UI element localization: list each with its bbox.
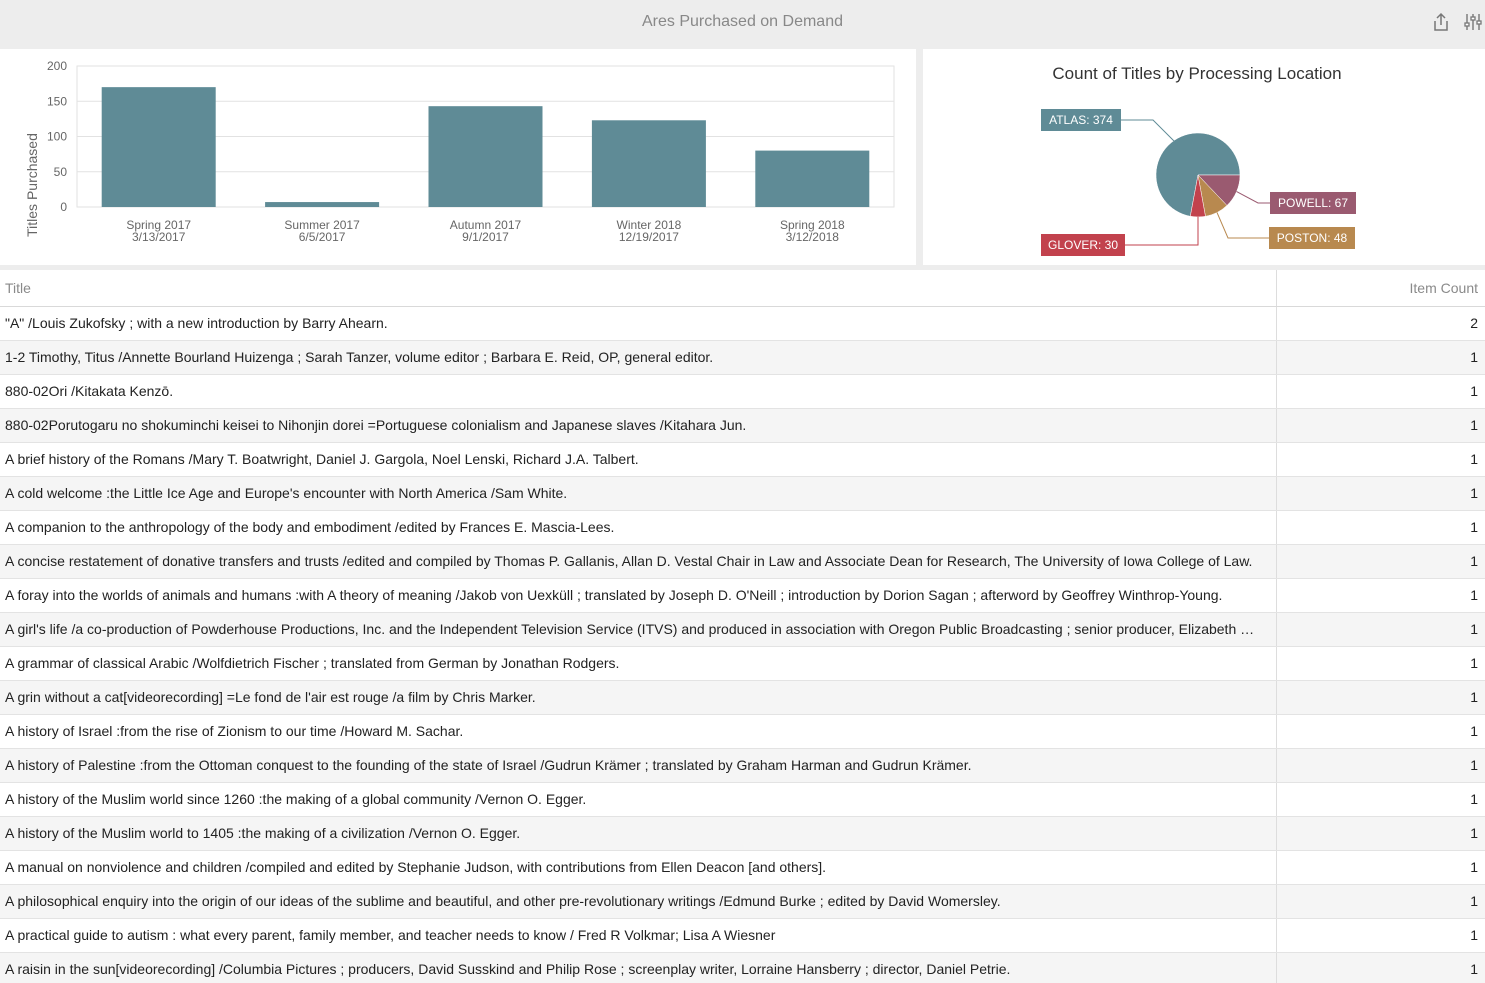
y-axis-label: Titles Purchased — [24, 133, 40, 237]
row-title-cell: A brief history of the Romans /Mary T. Boatwright, Daniel J. Gargola, Noel Lenski, Richard J.A. Talbert. — [0, 443, 1277, 476]
column-header-item-count[interactable]: Item Count — [1409, 280, 1478, 296]
row-item-count-cell: 1 — [1470, 451, 1478, 467]
row-item-count-cell: 1 — [1470, 485, 1478, 501]
table-row[interactable] — [0, 749, 1485, 783]
bar-autumn-2017[interactable] — [429, 106, 543, 207]
row-item-count-cell: 1 — [1470, 927, 1478, 943]
row-title-cell: 1-2 Timothy, Titus /Annette Bourland Huizenga ; Sarah Tanzer, volume editor ; Barbara E. Reid, OP, general editor. — [0, 341, 1277, 374]
row-item-count-cell: 1 — [1470, 383, 1478, 399]
bar-chart — [0, 49, 916, 265]
row-title-cell: A history of Israel :from the rise of Zionism to our time /Howard M. Sachar. — [0, 715, 1277, 748]
row-title-cell: A history of Palestine :from the Ottoman conquest to the founding of the state of Israel /Gudrun Krämer ; translated by Graham Harman and Gudrun Krämer. — [0, 749, 1277, 782]
row-item-count-cell: 1 — [1470, 961, 1478, 977]
row-title-cell: A cold welcome :the Little Ice Age and Europe's encounter with North America /Sam White. — [0, 477, 1277, 510]
y-tick-label: 150 — [46, 94, 67, 109]
pie-chart — [923, 49, 1485, 265]
table-row[interactable] — [0, 817, 1485, 851]
table-row[interactable] — [0, 545, 1485, 579]
table-row[interactable] — [0, 579, 1485, 613]
y-tick-label: 0 — [60, 200, 67, 214]
x-tick-date: 12/19/2017 — [618, 230, 679, 244]
titles-table — [0, 270, 1485, 983]
dashboard-header — [0, 0, 1485, 46]
row-title-cell: A grin without a cat[videorecording] =Le fond de l'air est rouge /a film by Chris Marker. — [0, 681, 1277, 714]
row-item-count-cell: 1 — [1470, 417, 1478, 433]
table-row[interactable] — [0, 443, 1485, 477]
x-tick-date: 3/12/2018 — [785, 230, 839, 244]
sliders-settings-icon[interactable] — [1462, 11, 1484, 33]
pie-leader-line — [1121, 120, 1178, 145]
row-item-count-cell: 1 — [1470, 519, 1478, 535]
table-row[interactable] — [0, 613, 1485, 647]
row-title-cell: A companion to the anthropology of the body and embodiment /edited by Frances E. Mascia-Lees. — [0, 511, 1277, 544]
table-row[interactable] — [0, 409, 1485, 443]
row-item-count-cell: 1 — [1470, 723, 1478, 739]
y-tick-label: 200 — [46, 59, 67, 73]
row-item-count-cell: 1 — [1470, 621, 1478, 637]
x-tick-label: Spring 2017 — [126, 218, 192, 232]
table-row[interactable] — [0, 647, 1485, 681]
table-header — [0, 270, 1485, 307]
row-title-cell: A manual on nonviolence and children /compiled and edited by Stephanie Judson, with contributions from Ellen Deacon [and others]. — [0, 851, 1277, 884]
row-title-cell: A practical guide to autism : what every parent, family member, and teacher needs to know / Fred R Volkmar; Lisa A Wiesner — [0, 919, 1277, 952]
y-tick-label: 50 — [53, 164, 67, 179]
row-item-count-cell: 1 — [1470, 893, 1478, 909]
table-row[interactable] — [0, 919, 1485, 953]
row-title-cell: A concise restatement of donative transfers and trusts /edited and compiled by Thomas P. Gallanis, Allan D. Vestal Chair in Law and Associate Dean for Research, The University of Iowa College of Law. — [0, 545, 1277, 578]
table-row[interactable] — [0, 307, 1485, 341]
bar-chart-panel — [0, 49, 916, 265]
row-title-cell: A girl's life /a co-production of Powderhouse Productions, Inc. and the Independent Television Service (ITVS) and produced in association with Oregon Public Broadcasting ; senior producer, Elizabeth … — [0, 613, 1277, 646]
table-row[interactable] — [0, 681, 1485, 715]
row-item-count-cell: 1 — [1470, 349, 1478, 365]
row-title-cell: A history of the Muslim world since 1260 :the making of a global community /Vernon O. Egger. — [0, 783, 1277, 816]
table-row[interactable] — [0, 783, 1485, 817]
table-row[interactable] — [0, 341, 1485, 375]
table-row[interactable] — [0, 953, 1485, 983]
table-body — [0, 307, 1485, 983]
row-title-cell: A raisin in the sun[videorecording] /Columbia Pictures ; producers, David Susskind and Philip Rose ; screenplay writer, Lorraine Hansberry ; director, Daniel Petrie. — [0, 953, 1277, 983]
bar-spring-2017[interactable] — [102, 87, 216, 207]
pie-data-label: ATLAS: 374 — [1049, 113, 1113, 127]
x-tick-date: 3/13/2017 — [132, 230, 186, 244]
row-item-count-cell: 2 — [1470, 315, 1478, 331]
row-item-count-cell: 1 — [1470, 825, 1478, 841]
x-tick-date: 9/1/2017 — [462, 230, 509, 244]
x-tick-date: 6/5/2017 — [298, 230, 346, 244]
row-title-cell: A history of the Muslim world to 1405 :the making of a civilization /Vernon O. Egger. — [0, 817, 1277, 850]
row-title-cell: 880-02Porutogaru no shokuminchi keisei to Nihonjin dorei =Portuguese colonialism and Japanese slaves /Kitahara Jun. — [0, 409, 1277, 442]
x-tick-label: Summer 2017 — [284, 218, 360, 232]
pie-chart-panel — [923, 49, 1485, 265]
pie-leader-line — [1125, 217, 1198, 245]
row-title-cell: 880-02Ori /Kitakata Kenzō. — [0, 375, 1277, 408]
pie-chart-title: Count of Titles by Processing Location — [1052, 64, 1342, 83]
bar-spring-2018[interactable] — [755, 151, 869, 207]
table-row[interactable] — [0, 885, 1485, 919]
table-row[interactable] — [0, 715, 1485, 749]
row-item-count-cell: 1 — [1470, 655, 1478, 671]
row-item-count-cell: 1 — [1470, 757, 1478, 773]
x-tick-label: Winter 2018 — [616, 218, 682, 232]
row-title-cell: A grammar of classical Arabic /Wolfdietrich Fischer ; translated from German by Jonathan Rodgers. — [0, 647, 1277, 680]
table-row[interactable] — [0, 851, 1485, 885]
table-row[interactable] — [0, 477, 1485, 511]
pie-data-label: POSTON: 48 — [1276, 231, 1348, 245]
row-title-cell: A foray into the worlds of animals and humans :with A theory of meaning /Jakob von Uexküll ; translated by Joseph D. O'Neill ; introduction by Dorion Sagan ; afterword by Geoffrey Winthrop-Young. — [0, 579, 1277, 612]
y-tick-label: 100 — [46, 129, 67, 144]
table-row[interactable] — [0, 511, 1485, 545]
x-tick-label: Autumn 2017 — [449, 218, 522, 232]
pie-data-label: GLOVER: 30 — [1047, 238, 1119, 252]
bar-winter-2018[interactable] — [592, 120, 706, 207]
row-title-cell: "A" /Louis Zukofsky ; with a new introduction by Barry Ahearn. — [0, 307, 1277, 340]
pie-data-label: POWELL: 67 — [1277, 196, 1349, 210]
row-title-cell: A philosophical enquiry into the origin of our ideas of the sublime and beautiful, and other pre-revolutionary writings /Edmund Burke ; edited by David Womersley. — [0, 885, 1277, 918]
column-header-title[interactable]: Title — [0, 270, 1277, 306]
x-tick-label: Spring 2018 — [779, 218, 845, 232]
row-item-count-cell: 1 — [1470, 791, 1478, 807]
row-item-count-cell: 1 — [1470, 859, 1478, 875]
bar-summer-2017[interactable] — [265, 202, 379, 207]
dashboard-title: Ares Purchased on Demand — [642, 13, 843, 30]
pie-leader-line — [1217, 212, 1269, 238]
table-row[interactable] — [0, 375, 1485, 409]
row-item-count-cell: 1 — [1470, 553, 1478, 569]
row-item-count-cell: 1 — [1470, 587, 1478, 603]
row-item-count-cell: 1 — [1470, 689, 1478, 705]
pie-leader-line — [1237, 192, 1270, 203]
share-export-icon[interactable] — [1430, 11, 1452, 33]
